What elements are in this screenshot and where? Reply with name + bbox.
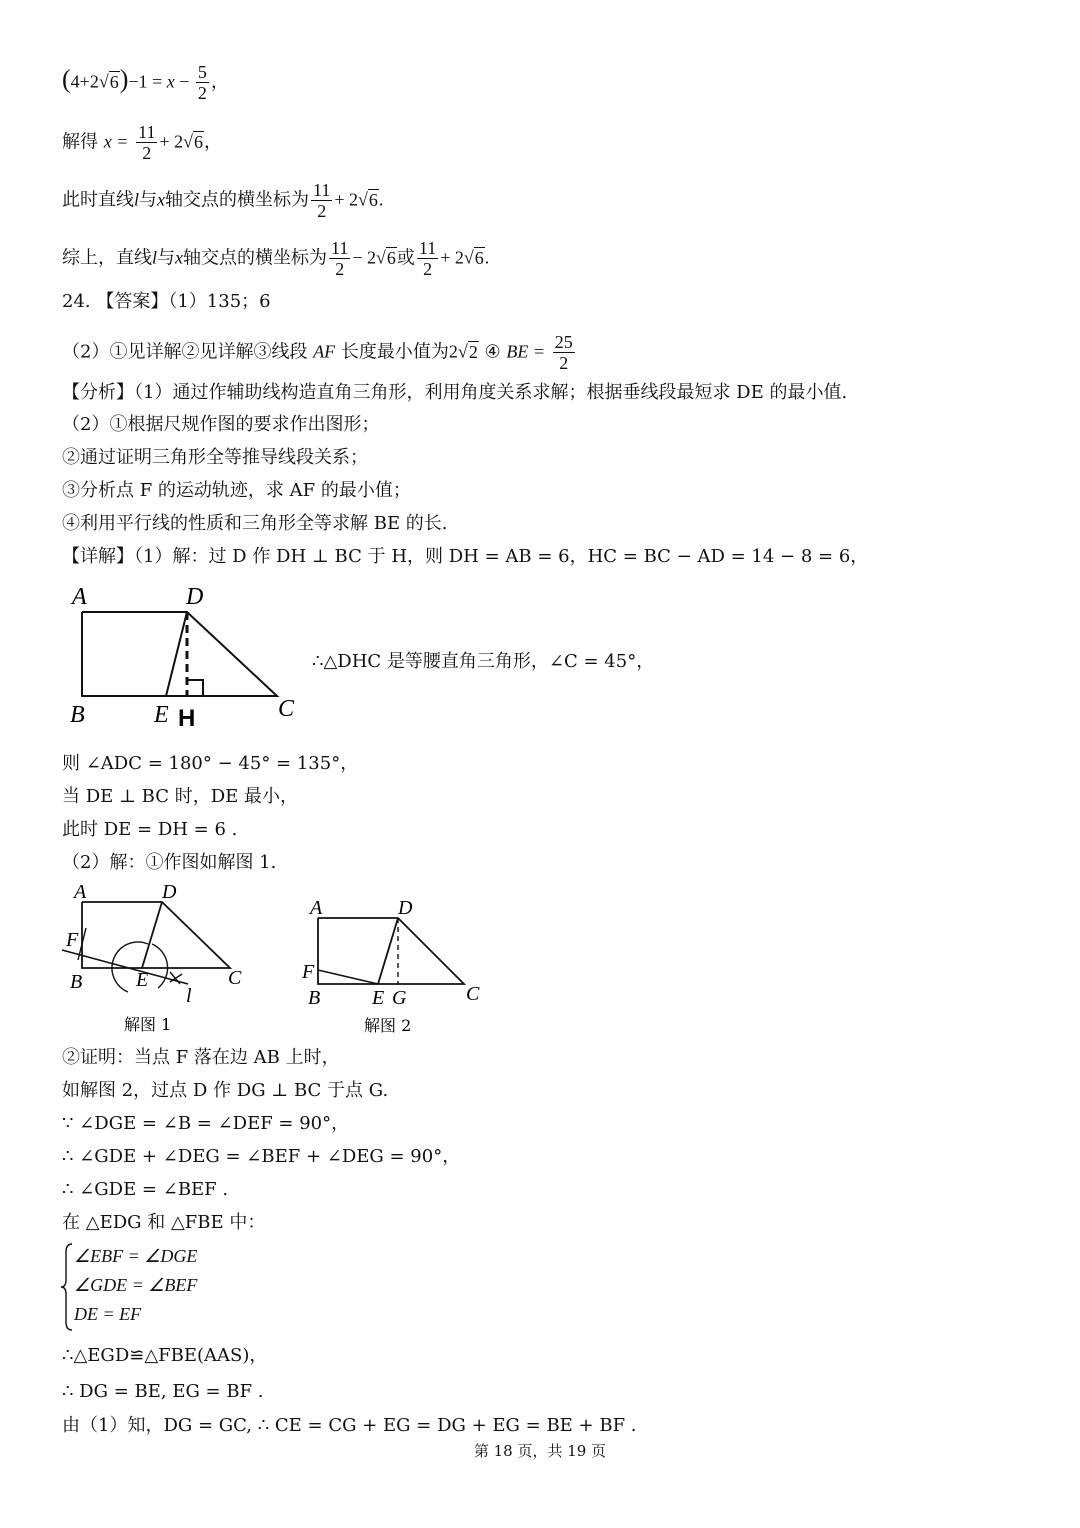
proof-9: 由（1）知，DG = GC, ∴ CE = CG + EG = DG + EG = BE + BF . [62, 1415, 637, 1436]
detail-5: （2）解：①作图如解图 1. [62, 852, 277, 873]
svg-text:C: C [228, 967, 242, 989]
answer-heading: 24. 【答案】（1）135；6 [62, 291, 271, 312]
figure-construction-2 [296, 890, 496, 1040]
proof-4: ∴ ∠GDE + ∠DEG = ∠BEF + ∠DEG = 90°， [62, 1146, 461, 1167]
svg-text:E: E [136, 969, 149, 991]
svg-text:l: l [186, 985, 192, 1007]
svg-text:C: C [466, 983, 480, 1005]
label-b: B [70, 702, 85, 728]
analysis-3: ②通过证明三角形全等推导线段关系； [62, 447, 368, 468]
proof-8: ∴ DG = BE, EG = BF . [62, 1381, 264, 1402]
answer-part-2: （2）①见详解②见详解③线段 AF 长度最小值为2√2 ④ BE = $\frac{25}{2}$ [62, 332, 573, 373]
fig1-conclusion: ∴△DHC 是等腰直角三角形，∠C = 45°， [312, 651, 655, 672]
label-c: C [278, 696, 295, 722]
svg-text:D: D [398, 897, 413, 919]
svg-text:D: D [162, 881, 177, 903]
fraction-5-2: $\frac{5}{2}$ [197, 62, 207, 103]
analysis-2: （2）①根据尺规作图的要求作出图形； [62, 414, 380, 435]
proof-3: ∵ ∠DGE = ∠B = ∠DEF = 90°， [62, 1113, 350, 1134]
analysis-4: ③分析点 F 的运动轨迹，求 AF 的最小值； [62, 480, 411, 501]
detail-3: 当 DE ⊥ BC 时，DE 最小， [62, 786, 299, 807]
label-a: A [72, 584, 87, 610]
label-d: D [186, 584, 204, 610]
proof-1: ②证明：当点 F 落在边 AB 上时， [62, 1047, 340, 1068]
svg-text:解图 2: 解图 2 [364, 1016, 412, 1035]
proof-6: 在 △EDG 和 △FBE 中： [62, 1212, 266, 1233]
system-eq-2: ∠GDE = ∠BEF [74, 1275, 198, 1295]
summary-line: 综上，直线l与x轴交点的横坐标为 $\frac{11}{2}$ − 2√6或 $\frac{11}{2}$ + 2√6. [62, 238, 490, 279]
intersection-line: 此时直线l与x轴交点的横坐标为 $\frac{11}{2}$ + 2√6. [62, 180, 384, 221]
solve-line: 解得 x = $\frac{11}{2}$ + 2√6， [62, 122, 222, 163]
svg-text:F: F [302, 961, 315, 983]
proof-5: ∴ ∠GDE = ∠BEF . [62, 1179, 229, 1200]
figure-construction-1 [58, 880, 258, 1040]
page-footer: 第 18 页，共 19 页 [473, 1442, 607, 1460]
svg-text:A: A [310, 897, 323, 919]
svg-text:B: B [70, 971, 83, 993]
proof-7: ∴△EGD≌△FBE(AAS)， [62, 1345, 268, 1366]
sqrt-6: √6 [98, 71, 119, 92]
svg-text:B: B [308, 987, 321, 1009]
detail-1: 【详解】（1）解：过 D 作 DH ⊥ BC 于 H，则 DH = AB = 6，HC = BC − AD = 14 − 8 = 6， [62, 546, 869, 567]
system-eq-3: DE = EF [74, 1304, 142, 1324]
eq-line-1: (4+2√6)−1 = x − $\frac{5}{2}$ ， [62, 62, 229, 103]
label-e: E [154, 702, 169, 728]
proof-2: 如解图 2，过点 D 作 DG ⊥ BC 于点 G. [62, 1080, 389, 1101]
detail-4: 此时 DE = DH = 6 . [62, 819, 238, 840]
svg-text:E: E [372, 987, 385, 1009]
svg-text:A: A [74, 881, 87, 903]
svg-text:解图 1: 解图 1 [124, 1015, 172, 1034]
analysis-5: ④利用平行线的性质和三角形全等求解 BE 的长. [62, 513, 448, 534]
svg-text:G: G [392, 987, 407, 1009]
system-eq-1: ∠EBF = ∠DGE [74, 1246, 198, 1266]
svg-text:F: F [66, 929, 79, 951]
label-h: H [178, 705, 196, 732]
analysis-1: 【分析】（1）通过作辅助线构造直角三角形，利用角度关系求解；根据垂线段最短求 DE 的最小值. [62, 382, 848, 403]
detail-2: 则 ∠ADC = 180° − 45° = 135°， [62, 753, 359, 774]
figure-trapezoid-dh [62, 582, 312, 732]
